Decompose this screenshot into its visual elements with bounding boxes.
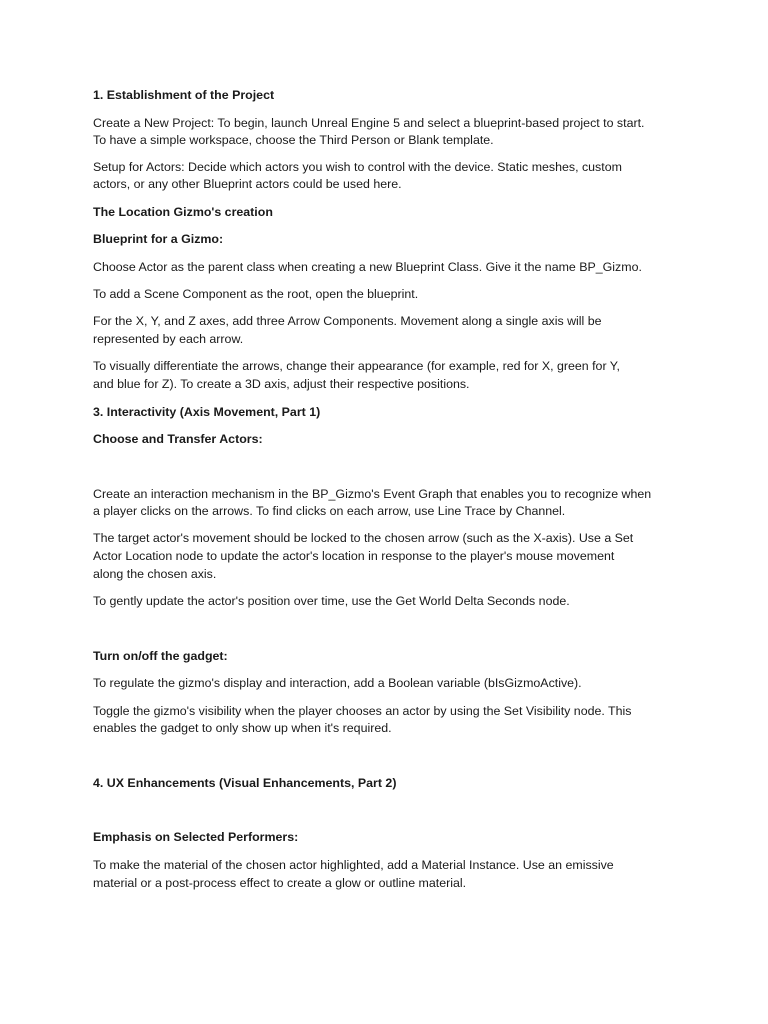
section-heading-interactivity: 3. Interactivity (Axis Movement, Part 1) — [93, 405, 321, 419]
paragraph-line: Actor Location node to update the actor's location in response to the player's mouse movement — [93, 549, 615, 563]
paragraph-line: To visually differentiate the arrows, change their appearance (for example, red for X, green for Y, — [93, 359, 620, 373]
paragraph-line: Create a New Project: To begin, launch Unreal Engine 5 and select a blueprint-based project to start. — [93, 116, 645, 130]
paragraph-line: enables the gadget to only show up when it's required. — [93, 721, 392, 735]
paragraph-line: To gently update the actor's position over time, use the Get World Delta Seconds node. — [93, 594, 570, 608]
paragraph-line: To add a Scene Component as the root, open the blueprint. — [93, 287, 419, 301]
paragraph-line: Setup for Actors: Decide which actors you wish to control with the device. Static meshes, custom — [93, 160, 622, 174]
paragraph-line: Create an interaction mechanism in the BP_Gizmo's Event Graph that enables you to recognize when — [93, 487, 652, 501]
paragraph-line: and blue for Z). To create a 3D axis, adjust their respective positions. — [93, 377, 470, 391]
paragraph-line: Toggle the gizmo's visibility when the player chooses an actor by using the Set Visibility node. This — [93, 704, 632, 718]
paragraph-line: Choose Actor as the parent class when creating a new Blueprint Class. Give it the name BP_Gizmo. — [93, 260, 642, 274]
paragraph-line: To make the material of the chosen actor highlighted, add a Material Instance. Use an emissive — [93, 858, 614, 872]
section-heading-gizmo-creation: The Location Gizmo's creation — [93, 205, 273, 219]
subheading-emphasis-selected: Emphasis on Selected Performers: — [93, 830, 299, 844]
subheading-gizmo-blueprint: Blueprint for a Gizmo: — [93, 232, 224, 246]
section-heading-establishment: 1. Establishment of the Project — [93, 88, 275, 102]
paragraph-line: along the chosen axis. — [93, 567, 217, 581]
paragraph-line: For the X, Y, and Z axes, add three Arrow Components. Movement along a single axis will be — [93, 314, 602, 328]
paragraph-line: actors, or any other Blueprint actors could be used here. — [93, 177, 402, 191]
subheading-toggle-gadget: Turn on/off the gadget: — [93, 649, 228, 663]
paragraph-line: The target actor's movement should be locked to the chosen arrow (such as the X-axis). Use a Set — [93, 531, 634, 545]
subheading-choose-transfer: Choose and Transfer Actors: — [93, 432, 263, 446]
paragraph-line: To have a simple workspace, choose the Third Person or Blank template. — [93, 133, 494, 147]
paragraph-line: To regulate the gizmo's display and interaction, add a Boolean variable (bIsGizmoActive). — [93, 676, 582, 690]
section-heading-ux-enhancements: 4. UX Enhancements (Visual Enhancements, Part 2) — [93, 776, 397, 790]
paragraph-line: material or a post-process effect to create a glow or outline material. — [93, 876, 467, 890]
paragraph-line: represented by each arrow. — [93, 332, 244, 346]
paragraph-line: a player clicks on the arrows. To find clicks on each arrow, use Line Trace by Channel. — [93, 504, 566, 518]
